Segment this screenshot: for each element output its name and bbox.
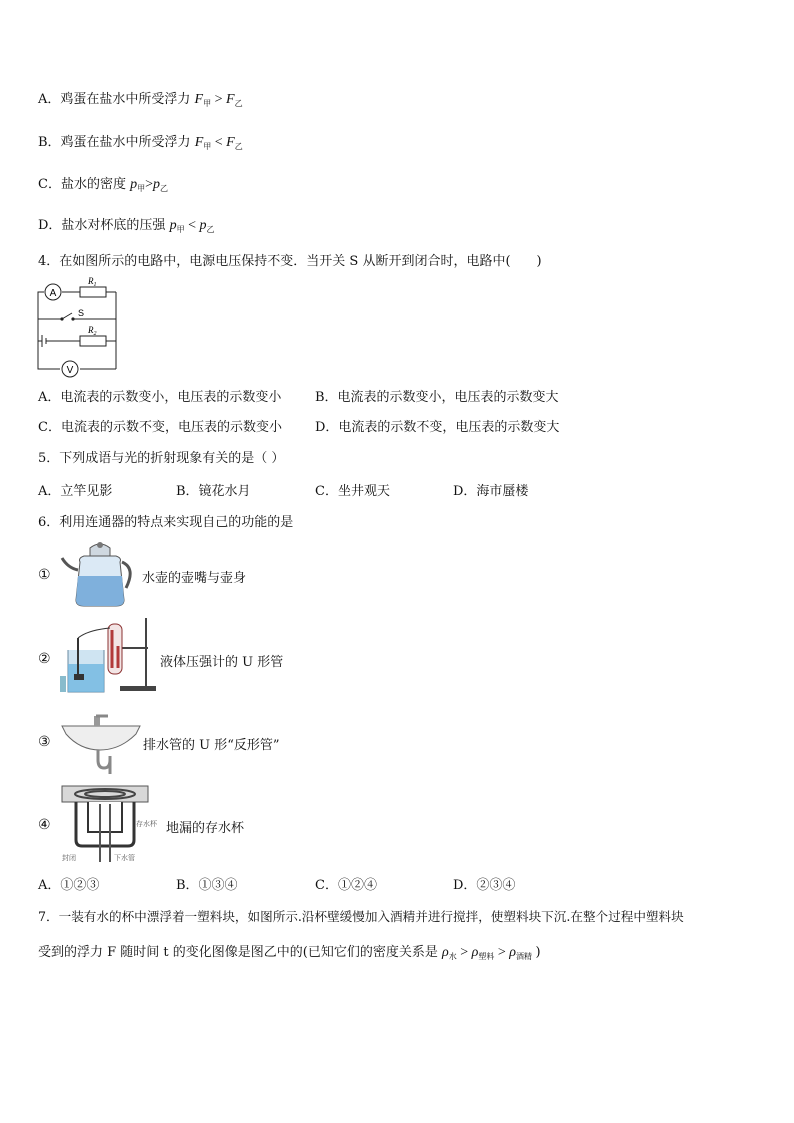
q7-line2 (38, 941, 541, 962)
math-subscript: 甲 (176, 225, 185, 234)
floor-drain-label: 地漏的存水杯 (166, 821, 245, 836)
q4-option-a: A．电流表的示数变小，电压表的示数变小 (38, 390, 282, 405)
q5-option-b: B．镜花水月 (176, 484, 251, 499)
q3-option-a (38, 88, 243, 109)
q7-line1: 7．一装有水的杯中漂浮着一塑料块，如图所示.沿杯壁缓慢加入酒精并进行搅拌，使塑料块下沉.在整个过程中塑料块 (38, 909, 684, 924)
math-subscript: 水 (448, 952, 457, 961)
math-symbol: F (226, 135, 235, 150)
kettle-label: 水壶的壶嘴与壶身 (142, 571, 247, 586)
pressure-gauge-label: 液体压强计的 U 形管 (160, 655, 284, 670)
math-symbol: F (226, 92, 235, 107)
q5-option-d: D．海市蜃楼 (453, 484, 529, 499)
math-symbol: ρ (509, 945, 517, 960)
option-text: C．盐水的密度 (38, 177, 126, 192)
q5-option-c: C．坐井观天 (315, 484, 390, 499)
math-operator: < (214, 135, 223, 150)
q6-option-c: C．①②④ (315, 878, 377, 893)
math-expression (170, 218, 215, 233)
cup-label: 存水杯 (136, 820, 157, 828)
q4-option-d: D．电流表的示数不变，电压表的示数变大 (315, 420, 560, 435)
math-expression (195, 92, 243, 107)
math-symbol: p (130, 177, 138, 192)
math-subscript: 乙 (160, 184, 168, 193)
option-text: B．鸡蛋在盐水中所受浮力 (38, 135, 191, 150)
math-symbol: F (194, 92, 204, 107)
math-symbol: p (169, 218, 177, 233)
q7-line2-text: 受到的浮力 F 随时间 t 的变化图像是图乙中的(已知它们的密度关系是 (38, 945, 438, 960)
math-symbol: p (153, 177, 160, 192)
voltmeter-label: V (66, 365, 74, 376)
item-number: ② (38, 651, 51, 667)
ammeter-label: A (49, 288, 57, 299)
math-symbol: ρ (442, 945, 449, 960)
math-subscript: 乙 (234, 99, 243, 108)
math-symbol: ρ (471, 945, 479, 960)
kettle-icon (60, 540, 140, 608)
math-operator: > (497, 945, 506, 960)
math-subscript: 甲 (203, 99, 212, 108)
density-relation (442, 945, 536, 960)
sink-icon (60, 710, 142, 776)
math-symbol: F (194, 135, 204, 150)
math-operator: > (145, 177, 153, 192)
pressure-gauge-icon (58, 616, 160, 694)
q6-option-b: B．①③④ (176, 878, 238, 893)
math-operator: < (188, 218, 196, 233)
closing-paren: ) (535, 945, 541, 960)
math-subscript: 甲 (203, 142, 212, 151)
math-expression (195, 135, 243, 150)
switch-label: S (78, 308, 85, 318)
math-operator: > (460, 945, 469, 960)
option-text: D．盐水对杯底的压强 (38, 218, 166, 233)
option-text: A．鸡蛋在盐水中所受浮力 (38, 92, 191, 107)
q6-stem: 6．利用连通器的特点来实现自己的功能的是 (38, 515, 294, 530)
circuit-diagram (36, 275, 122, 380)
r1-label: $R_1$ (88, 276, 97, 288)
q4-stem: 4．在如图所示的电路中，电源电压保持不变．当开关 S 从断开到闭合时，电路中( ) (38, 254, 542, 269)
math-subscript: 塑料 (478, 952, 495, 961)
math-expression (130, 177, 168, 192)
math-subscript: 酒精 (516, 952, 533, 961)
sink-label: 排水管的 U 形“反形管” (143, 738, 280, 753)
q5-option-a: A．立竿见影 (38, 484, 113, 499)
floor-drain-icon (60, 784, 166, 864)
q3-option-c (38, 173, 168, 194)
math-subscript: 乙 (206, 225, 215, 234)
r2-label: $R_2$ (88, 325, 97, 337)
pipe-label: 下水管 (114, 854, 135, 862)
q5-stem: 5．下列成语与光的折射现象有关的是（ ） (38, 451, 285, 466)
q3-option-b (38, 131, 243, 152)
seal-label: 封闭 (62, 854, 76, 862)
q4-option-c: C．电流表的示数不变，电压表的示数变小 (38, 420, 282, 435)
math-operator: > (214, 92, 223, 107)
q4-option-b: B．电流表的示数变小，电压表的示数变大 (315, 390, 559, 405)
math-subscript: 甲 (137, 184, 146, 193)
item-number: ① (38, 567, 51, 583)
q3-option-d (38, 214, 214, 235)
q6-option-a: A．①②③ (38, 878, 100, 893)
q6-option-d: D．②③④ (453, 878, 516, 893)
item-number: ④ (38, 817, 51, 833)
math-subscript: 乙 (234, 142, 243, 151)
item-number: ③ (38, 734, 51, 750)
math-symbol: p (199, 218, 207, 233)
